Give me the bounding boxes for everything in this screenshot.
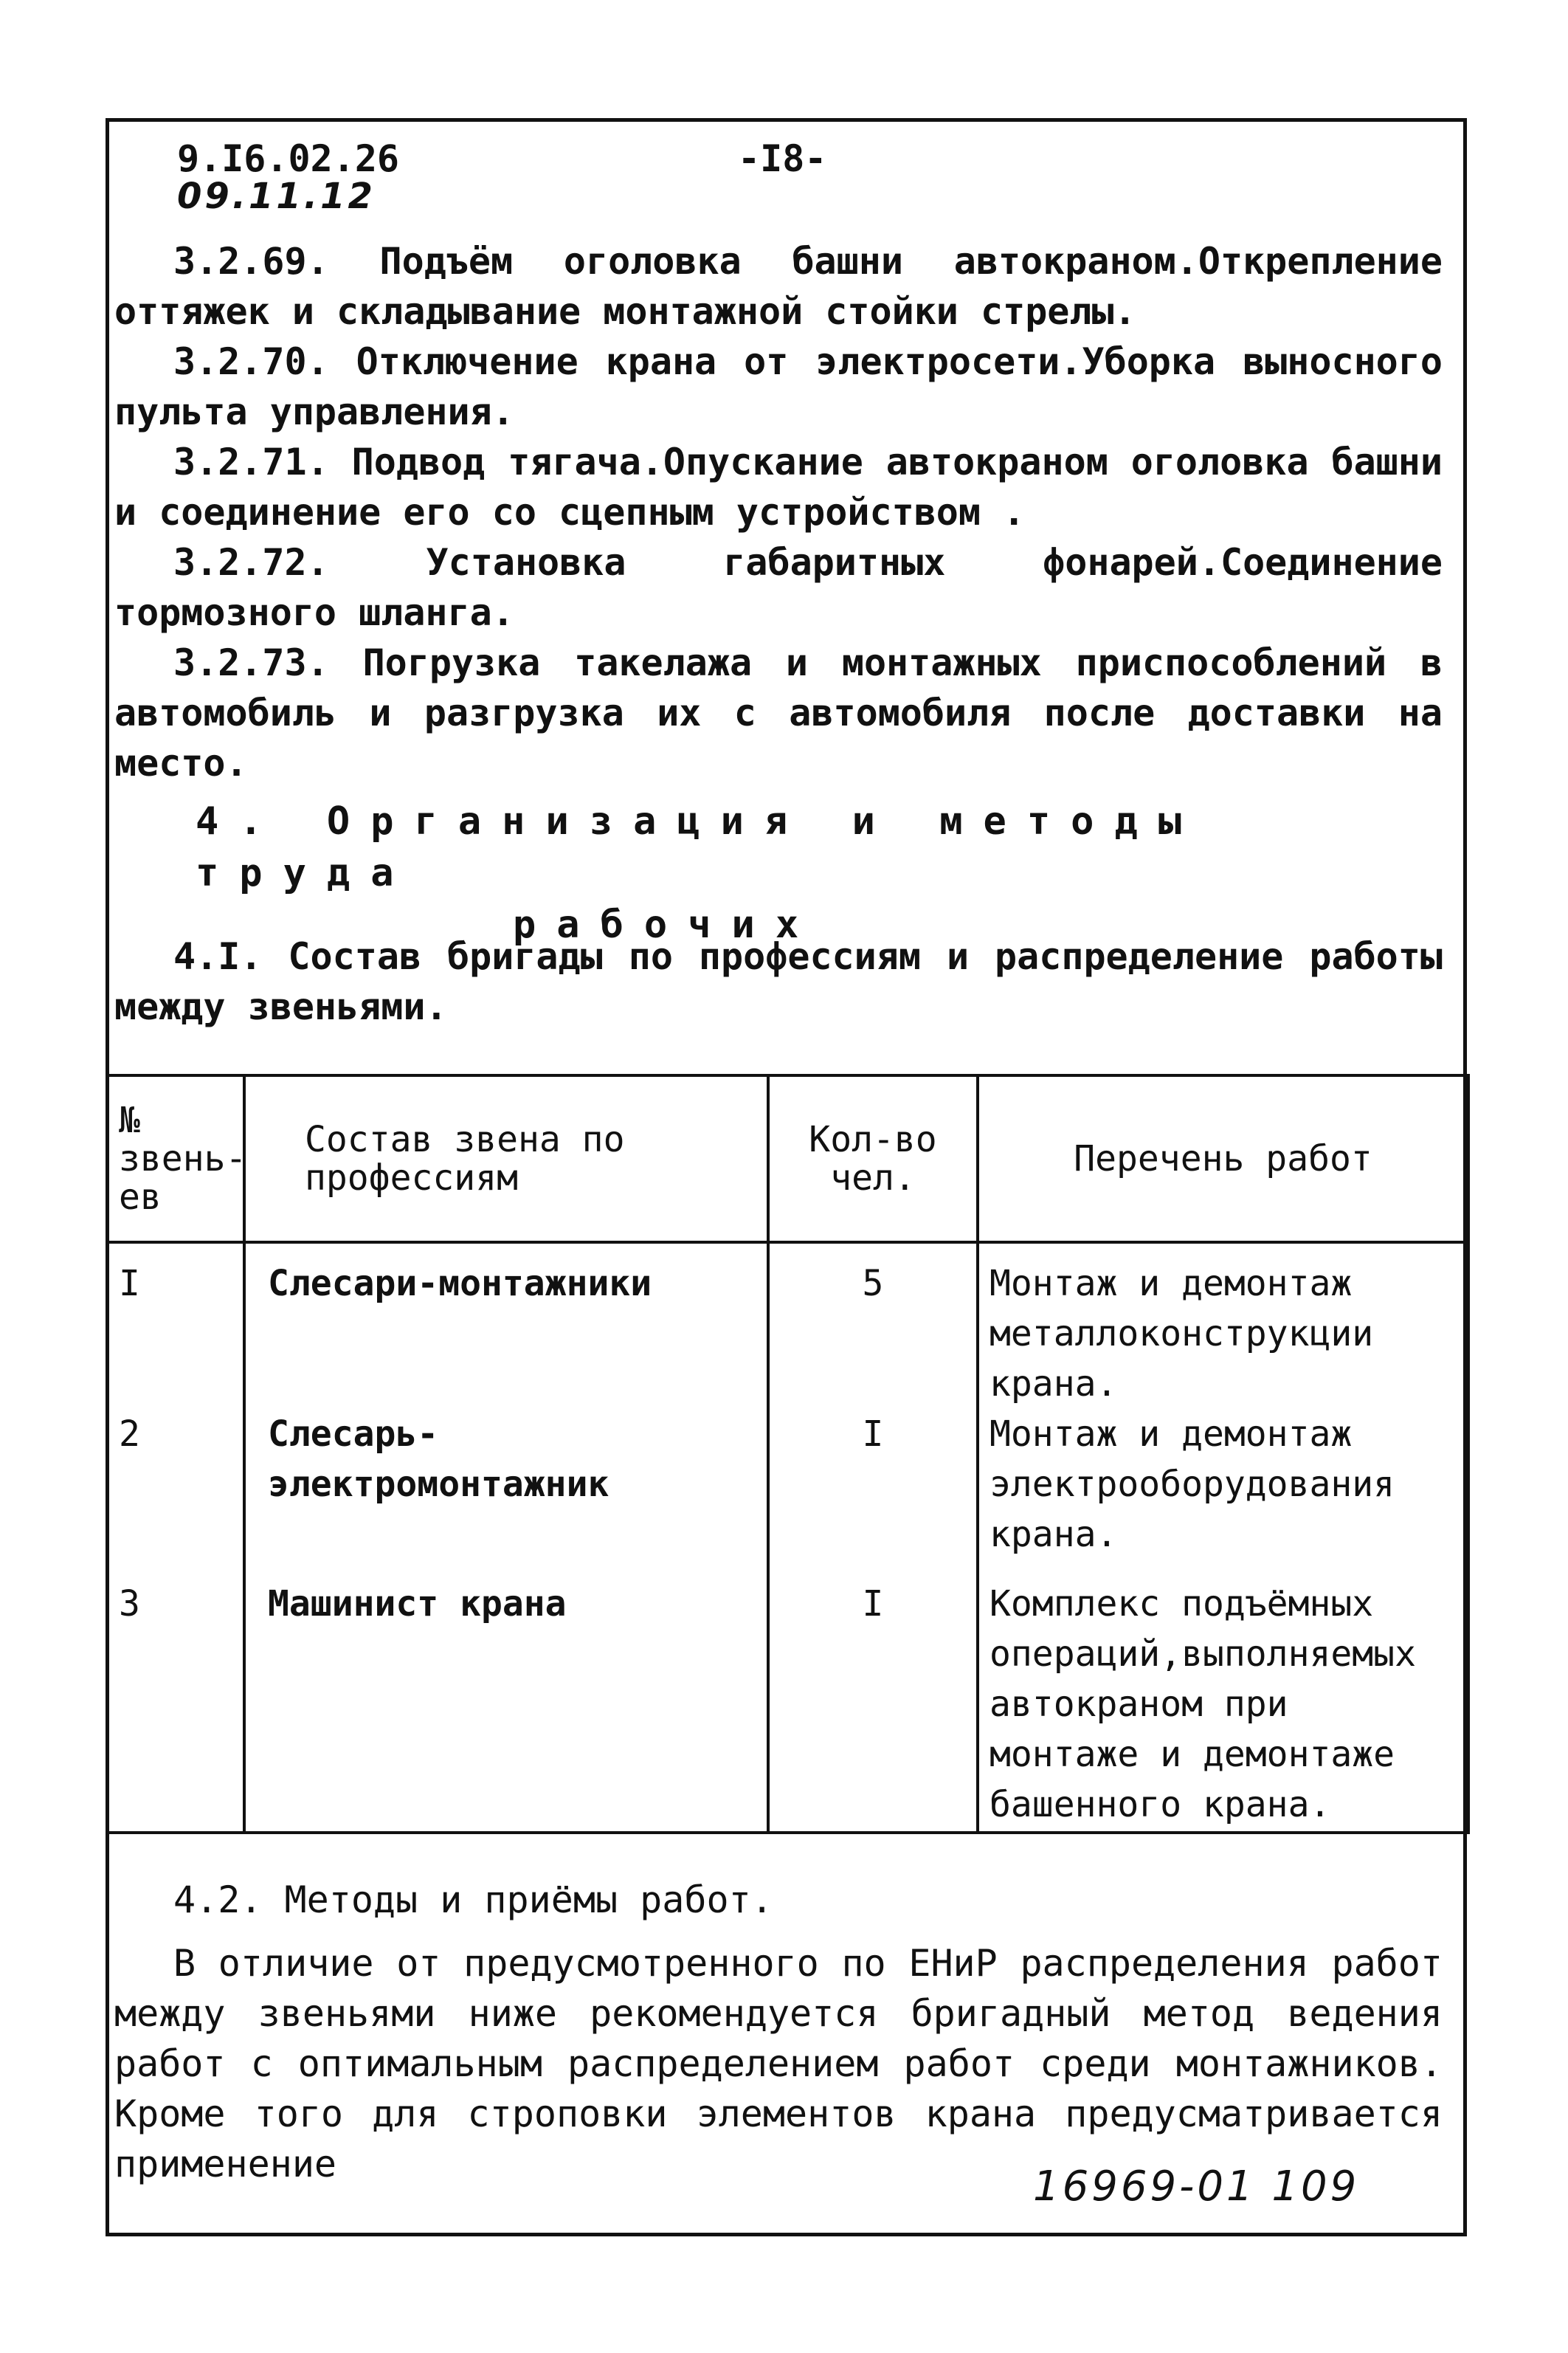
handwritten-date: 09.11.12 <box>177 176 376 217</box>
cell-count: 5 <box>768 1242 978 1409</box>
header-count: Кол-во чел. <box>768 1075 978 1242</box>
handwritten-signature: 16969-01 109 <box>1033 2163 1360 2211</box>
paragraph-3-2-72: 3.2.72. Установка габаритных фонарей.Соединение тормозного шланга. <box>114 541 1443 634</box>
intro-paragraphs <box>114 236 1443 788</box>
cell-num: I <box>107 1242 244 1409</box>
section-heading-line1: 4. Организация и методы труда <box>196 799 1203 895</box>
section-heading-line2: рабочих <box>513 903 820 947</box>
subsection-4-2-text: В отличие от предусмотренного по ЕНиР распределения работ между звеньями ниже рекомендуется бригадный метод ведения работ с оптимальным распределением работ среди монтажников. Кроме того для строповки элементов крана предусматривается применение <box>114 1942 1443 2185</box>
paragraph-3-2-71: 3.2.71. Подвод тягача.Опускание автокраном оголовка башни и соединение его со сцепным устройством . <box>114 441 1443 534</box>
table-row <box>107 1409 1468 1579</box>
cell-works: Монтаж и демонтаж электрооборудования крана. <box>978 1409 1468 1579</box>
page-number: -I8- <box>738 137 827 180</box>
header-works: Перечень работ <box>978 1075 1468 1242</box>
cell-count: I <box>768 1409 978 1579</box>
cell-composition: Слесари-монтажники <box>244 1242 768 1409</box>
paragraph-3-2-73: 3.2.73. Погрузка такелажа и монтажных приспособлений в автомобиль и разгрузка их с автомобиля после доставки на место. <box>114 641 1443 785</box>
subsection-4-2 <box>114 1875 1443 2189</box>
paragraph-3-2-69: 3.2.69. Подъём оголовка башни автокраном.Открепление оттяжек и складывание монтажной стойки стрелы. <box>114 240 1443 333</box>
brigade-table <box>106 1074 1470 1834</box>
subsection-4-2-title: 4.2. Методы и приёмы работ. <box>173 1878 773 1921</box>
cell-composition: Машинист крана <box>244 1579 768 1833</box>
section-heading <box>196 796 1450 951</box>
table-header-row <box>107 1075 1468 1242</box>
cell-num: 3 <box>107 1579 244 1833</box>
cell-count: I <box>768 1579 978 1833</box>
cell-num: 2 <box>107 1409 244 1579</box>
cell-composition: Слесарь-электромонтажник <box>244 1409 768 1579</box>
header-composition: Состав звена по профессиям <box>244 1075 768 1242</box>
subsection-4-1: 4.I. Состав бригады по профессиям и распределение работы между звеньями. <box>114 935 1443 1028</box>
table-row <box>107 1579 1468 1833</box>
table-row <box>107 1242 1468 1409</box>
document-code: 9.I6.02.26 <box>177 137 400 180</box>
cell-works: Монтаж и демонтаж металлоконструкции крана. <box>978 1242 1468 1409</box>
paragraph-3-2-70: 3.2.70. Отключение крана от электросети.Уборка выносного пульта управления. <box>114 340 1443 433</box>
cell-works: Комплекс подъёмных операций,выполняемых автокраном при монтаже и демонтаже башенного крана. <box>978 1579 1468 1833</box>
header-unit-number: № звень-ев <box>107 1075 244 1242</box>
